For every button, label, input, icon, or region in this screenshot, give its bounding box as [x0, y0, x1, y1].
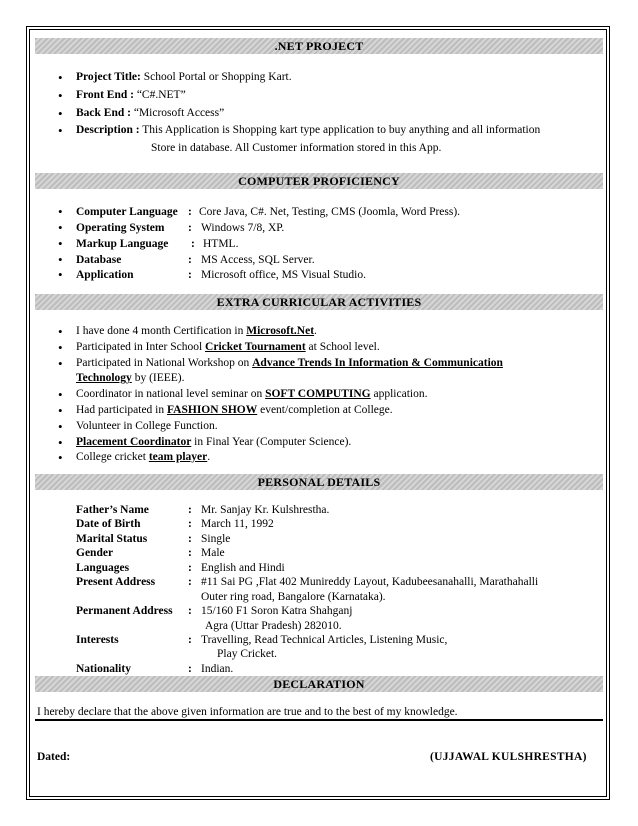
description-continuation: Store in database. All Customer information stored in this App. [151, 142, 442, 154]
heading-text: .NET PROJECT [274, 39, 364, 53]
list-item: • Participated in National Workshop on Advance Trends In Information & Communication Technology by (IEEE). [58, 356, 503, 388]
section-heading-extra-curricular [35, 294, 603, 310]
list-item: • Participated in Inter School Cricket Tournament at School level. [58, 340, 503, 356]
heading-text: COMPUTER PROFICIENCY [238, 174, 400, 188]
list-item: • Coordinator in national level seminar on SOFT COMPUTING application. [58, 387, 503, 403]
section-heading-computer-proficiency [35, 173, 603, 189]
heading-text: EXTRA CURRICULAR ACTIVITIES [216, 295, 422, 309]
declaration-divider [35, 719, 603, 721]
signature-name: (UJJAWAL KULSHRESTHA) [430, 751, 587, 763]
activities-list [58, 324, 503, 466]
list-item: • Front End : “C#.NET” [58, 88, 540, 104]
list-item: • I have done 4 month Certification in Microsoft.Net. [58, 324, 503, 340]
dated-label: Dated: [37, 751, 71, 763]
section-heading-personal-details [35, 474, 603, 490]
heading-text: DECLARATION [273, 677, 365, 691]
list-item: • Project Title: School Portal or Shopping Kart. [58, 70, 540, 86]
section-heading-net-project [35, 38, 603, 54]
heading-text: PERSONAL DETAILS [257, 475, 381, 489]
declaration-text: I hereby declare that the above given information are true and to the best of my knowledge. [37, 706, 458, 718]
list-item: • Placement Coordinator in Final Year (Computer Science). [58, 435, 503, 451]
list-item: • Volunteer in College Function. [58, 419, 503, 435]
net-project-list [58, 70, 540, 139]
list-item: • Back End : “Microsoft Access” [58, 106, 540, 122]
section-heading-declaration [35, 676, 603, 692]
list-item: • Description : This Application is Shopping kart type application to buy anything and all information [58, 123, 540, 139]
list-item: • Had participated in FASHION SHOW event/completion at College. [58, 403, 503, 419]
list-item: • College cricket team player. [58, 450, 503, 466]
